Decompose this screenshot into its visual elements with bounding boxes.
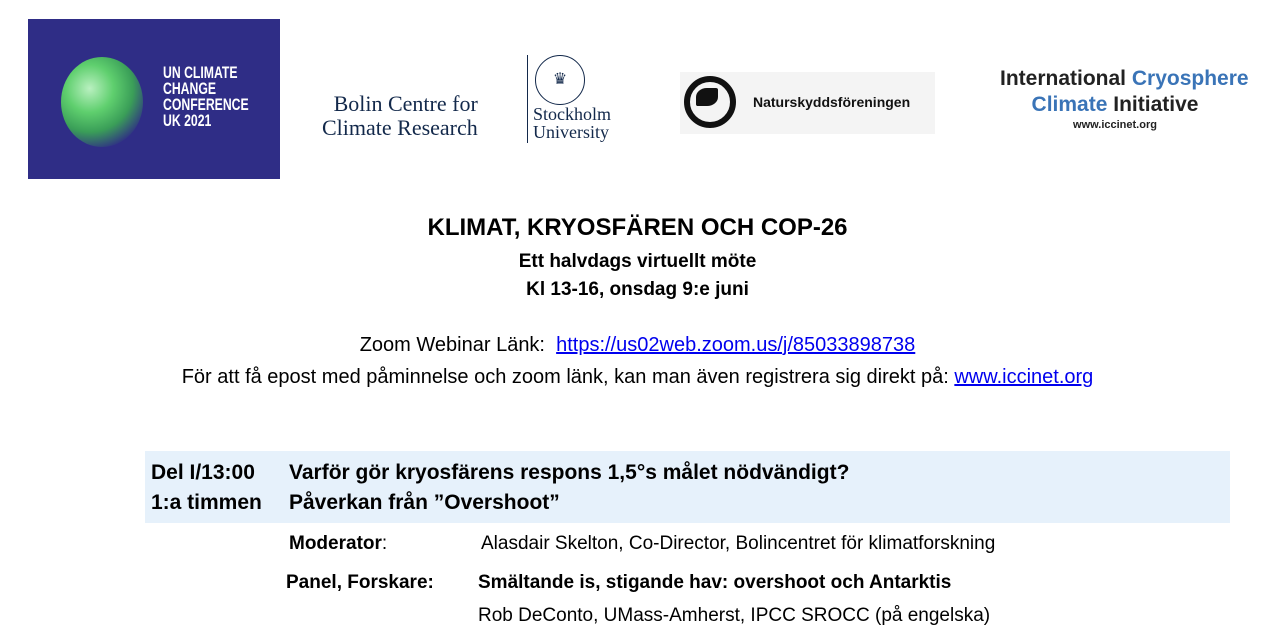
section-subheading: Påverkan från ”Overshoot” (289, 491, 560, 514)
zoom-link[interactable]: https://us02web.zoom.us/j/85033898738 (556, 334, 916, 356)
moderator-label (289, 533, 387, 555)
icci-text: Climate (1031, 93, 1108, 116)
section-time: Del I/13:00 (151, 461, 255, 484)
icci-text: Cryosphere (1131, 67, 1249, 90)
zoom-label: Zoom Webinar Länk: (359, 334, 545, 356)
panel-speaker: Rob DeConto, UMass-Amherst, IPCC SROCC (på engelska) (478, 605, 991, 626)
icci-url: www.iccinet.org (1073, 119, 1157, 131)
cop26-logo-text: UN CLIMATE CHANGE CONFERENCE UK 2021 (163, 63, 249, 130)
page-title: KLIMAT, KRYOSFÄREN OCH COP-26 (427, 214, 848, 241)
logo-divider (527, 55, 528, 143)
nsf-logo-text: Naturskyddsföreningen (753, 94, 911, 110)
globe-icon (61, 57, 143, 147)
moderator-colon: : (381, 533, 388, 554)
panel-topic: Smältande is, stigande hav: overshoot och Antarktis (478, 572, 952, 593)
section-hour: 1:a timmen (151, 491, 262, 514)
icci-text: International (1000, 67, 1132, 90)
cop26-logo (28, 19, 280, 179)
zoom-line (0, 334, 1275, 357)
register-line (0, 366, 1275, 389)
panel-label: Panel, Forskare: (286, 572, 434, 593)
nsf-logo (680, 72, 935, 134)
moderator-label-text: Moderator (289, 533, 382, 554)
icci-logo (1000, 66, 1249, 132)
register-link[interactable]: www.iccinet.org (954, 366, 1094, 388)
stockholm-line1: Stockholm (533, 104, 612, 124)
bolin-line2: Climate Research (322, 115, 478, 140)
register-text: För att få epost med påminnelse och zoom länk, kan man även registrera sig direkt på: (181, 366, 949, 388)
stockholm-logo (533, 105, 611, 141)
stockholm-line2: University (533, 122, 609, 142)
subtitle: Ett halvdags virtuellt möte (518, 251, 757, 272)
bolin-line1: Bolin Centre for (333, 91, 478, 116)
bolin-logo (322, 92, 478, 140)
event-time: Kl 13-16, onsdag 9:e juni (526, 279, 749, 300)
moderator-name: Alasdair Skelton, Co-Director, Bolincentret för klimatforskning (481, 533, 996, 554)
icci-text: Initiative (1107, 93, 1199, 116)
section-heading: Varför gör kryosfärens respons 1,5°s målet nödvändigt? (289, 461, 850, 484)
stockholm-seal-icon: ♛ (535, 55, 585, 105)
nsf-bird-icon (696, 88, 718, 106)
